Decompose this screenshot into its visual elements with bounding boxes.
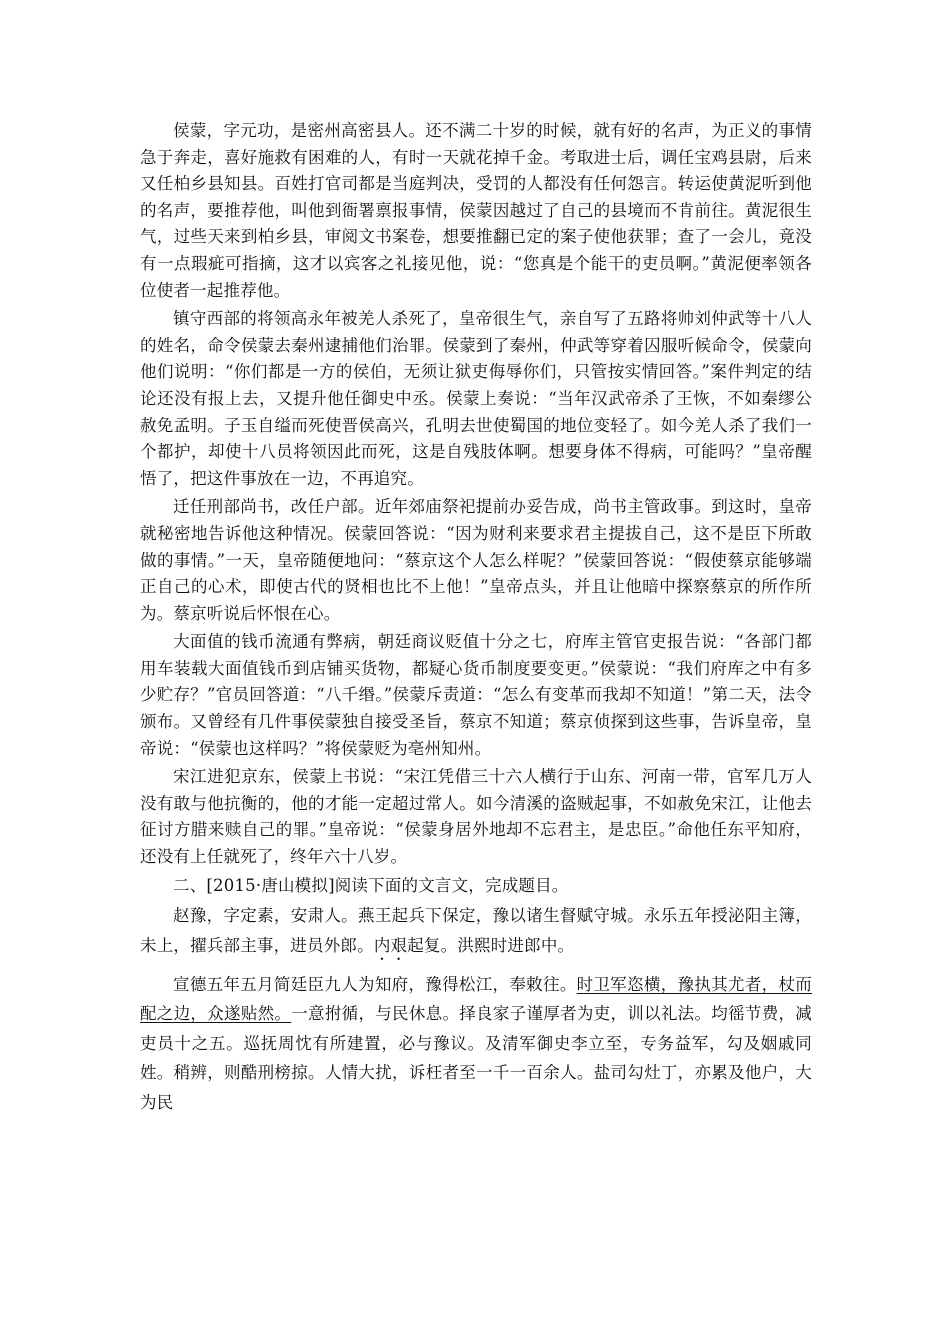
text-segment: 赵豫，字定素，安肃人。燕王起兵下保定，豫以诸生督赋守城。永乐五年授泌阳主簿，未上，擢兵部主事，进员外郎。 — [140, 906, 812, 955]
underlined-sentence: 时卫军恣横，豫执其尤者，杖而配之边，众遂贴然。 — [140, 974, 812, 1024]
emphasized-term: 内艰 — [373, 935, 408, 955]
paragraph-zhao-yu-2 — [140, 970, 812, 1118]
paragraph-4: 大面值的钱币流通有弊病，朝廷商议贬值十分之七，府库主管官吏报告说：“各部门都用车装载大面值钱币到店铺买货物，都疑心货币制度要变更。”侯蒙说：“我们府库之中有多少贮存？”官员回答道：“八千缗。”侯蒙斥责道：“怎么有变革而我却不知道！”第二天，法令颁布。又曾经有几件事侯蒙独自接受圣旨，蔡京不知道；蔡京侦探到这些事，告诉皇帝，皇帝说：“侯蒙也这样吗？”将侯蒙贬为亳州知州。 — [140, 632, 812, 758]
text-segment: 宣德五年五月简廷臣九人为知府，豫得松江，奉敕往。 — [173, 974, 577, 994]
paragraph-3: 迁任刑部尚书，改任户部。近年郊庙祭祀提前办妥告成，尚书主管政事。到这时，皇帝就秘密地告诉他这种情况。侯蒙回答说：“因为财利来要求君主提拔自己，这不是臣下所敢做的事情。”一天，皇帝随便地问：“蔡京这个人怎么样呢？”侯蒙回答说：“假使蔡京能够端正自己的心术，即使古代的贤相也比不上他！”皇帝点头，并且让他暗中探察蔡京的所作所为。蔡京听说后怀恨在心。 — [140, 497, 812, 623]
paragraph-zhao-yu-1 — [140, 901, 812, 964]
text-segment: 一意拊循，与民休息。择良家子谨厚者为吏，训以礼法。均徭节费，减吏员十之五。巡抚周忱有所建置，必与豫议。及清军御史李立至，专务益军，勾及姻戚同姓。稍辨，则酷刑榜掠。人情大扰，诉枉者至一千一百余人。盐司勾灶丁，亦累及他户，大为民 — [140, 1004, 812, 1112]
section-heading: 二、[2015·唐山模拟]阅读下面的文言文，完成题目。 — [173, 875, 569, 895]
text-segment: 起复。洪熙时进郎中。 — [407, 935, 575, 955]
paragraph-1: 侯蒙，字元功，是密州高密县人。还不满二十岁的时候，就有好的名声，为正义的事情急于奔走，喜好施救有困难的人，有时一天就花掉千金。考取进士后，调任宝鸡县尉，后来又任柏乡县知县。百姓打官司都是当庭判决，受罚的人都没有任何怨言。转运使黄泥听到他的名声，要推荐他，叫他到衙署禀报事情，侯蒙因越过了自己的县境而不肯前往。黄泥很生气，过些天来到柏乡县，审阅文书案卷，想要推翻已定的案子使他获罪；查了一会儿，竟没有一点瑕疵可指摘，这才以宾客之礼接见他，说：“您真是个能干的吏员啊。”黄泥便率领各位使者一起推荐他。 — [140, 121, 812, 300]
paragraph-2: 镇守西部的将领高永年被羌人杀死了，皇帝很生气，亲自写了五路将帅刘仲武等十八人的姓名，命令侯蒙去秦州逮捕他们治罪。侯蒙到了秦州，仲武等穿着囚服听候命令，侯蒙向他们说明：“你们都是一方的侯伯，无须让狱吏侮辱你们，只管按实情回答。”案件判定的结论还没有报上去，又提升他任御史中丞。侯蒙上奏说：“当年汉武帝杀了王恢，不如秦缪公赦免孟明。子玉自缢而死使晋侯高兴，孔明去世使蜀国的地位变轻了。如今羌人杀了我们一个都护，却使十八员将领因此而死，这是自残肢体啊。想要身体不得病，可能吗？”皇帝醒悟了，把这件事放在一边，不再追究。 — [140, 309, 812, 488]
paragraph-5: 宋江进犯京东，侯蒙上书说：“宋江凭借三十六人横行于山东、河南一带，官军几万人没有敢与他抗衡的，他的才能一定超过常人。如今清溪的盗贼起事，不如赦免宋江，让他去征讨方腊来赎自己的罪。”皇帝说：“侯蒙身居外地却不忘君主，是忠臣。”命他任东平知府，还没有上任就死了，终年六十八岁。 — [140, 767, 812, 867]
document-page — [140, 118, 812, 1117]
